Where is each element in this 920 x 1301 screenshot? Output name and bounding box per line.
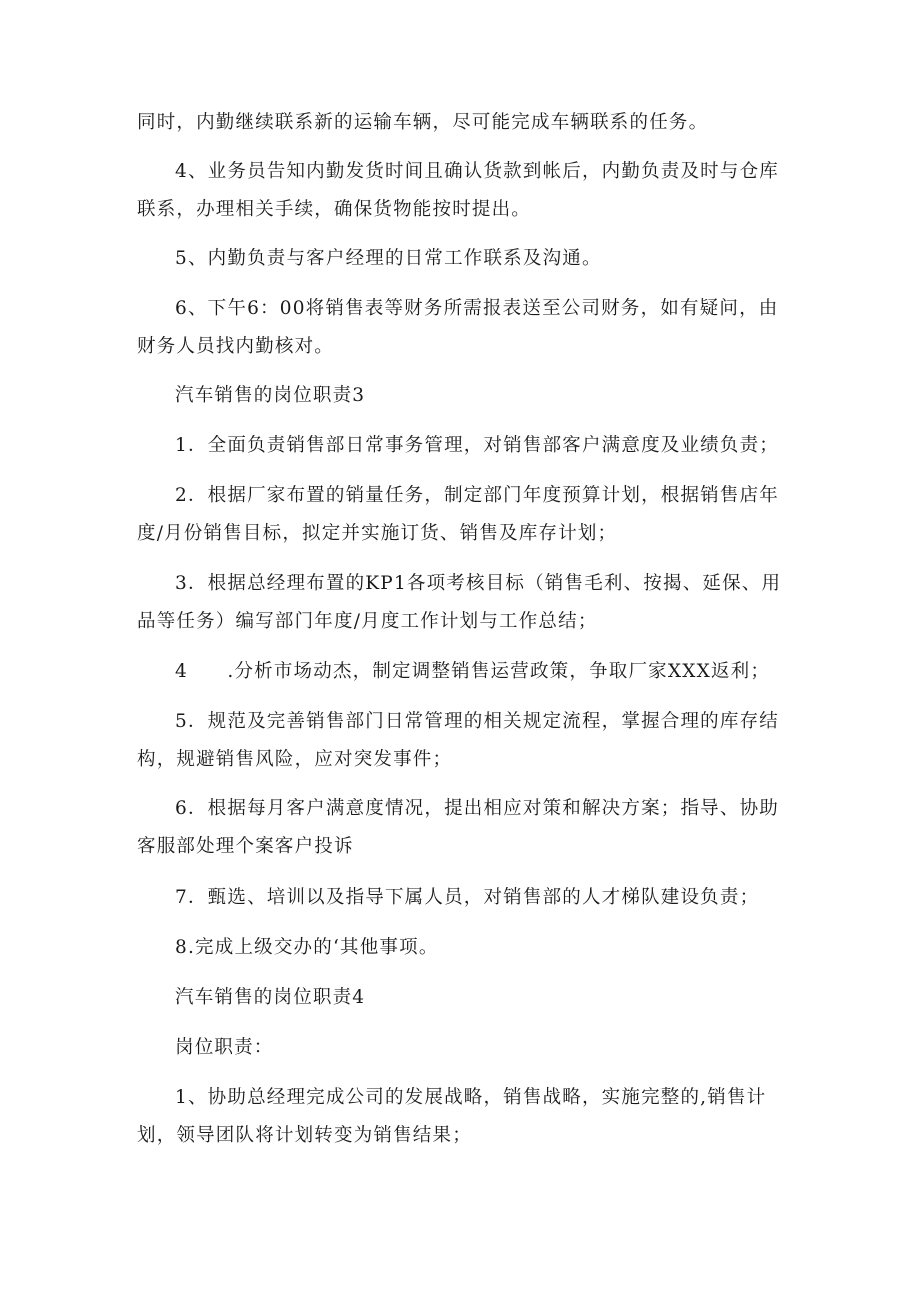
paragraph — [137, 427, 792, 465]
text-line: 岗位职责： — [175, 1037, 274, 1058]
text-line: 2．根据厂家布置的销量任务，制定部门年度预算计划，根据销售店年 — [175, 485, 779, 506]
text-line: 1．全面负责销售部日常事务管理，对销售部客户满意度及业绩负责； — [175, 435, 779, 456]
text-line: 7．甄选、培训以及指导下属人员，对销售部的人才梯队建设负责； — [175, 887, 760, 908]
paragraph — [137, 240, 792, 278]
text-line: 5．规范及完善销售部门日常管理的相关规定流程，掌握合理的库存结 — [175, 711, 779, 732]
text-line: 4 .分析市场动杰，制定调整销售运营政策，争取厂家XXX返利； — [175, 661, 771, 682]
section-heading — [137, 377, 792, 415]
text-line: 1、协助总经理完成公司的发展战略，销售战略，实施完整的,销售计 — [175, 1087, 767, 1108]
text-line: 8.完成上级交办的‘其他事项。 — [175, 937, 439, 958]
paragraph — [137, 1079, 792, 1155]
text-line: 划，领导团队将计划转变为销售结果； — [137, 1125, 472, 1146]
text-line: 财务人员找内勤核对。 — [137, 336, 335, 357]
paragraph — [137, 1029, 792, 1067]
text-line: 6、下午6：00将销售表等财务所需报表送至公司财务，如有疑问，由 — [175, 298, 779, 319]
paragraph — [137, 790, 792, 866]
paragraph — [137, 104, 792, 142]
text-line: 同时，内勤继续联系新的运输车辆，尽可能完成车辆联系的任务。 — [137, 112, 709, 133]
section-heading — [137, 979, 792, 1017]
paragraph — [137, 703, 792, 779]
text-line: 6．根据每月客户满意度情况，提出相应对策和解决方案；指导、协助 — [175, 798, 779, 819]
paragraph — [137, 290, 792, 366]
text-line: 构，规避销售风险，应对突发事件； — [137, 749, 453, 770]
paragraph — [137, 565, 792, 641]
heading-line: 汽车销售的岗位职责4 — [175, 987, 366, 1008]
paragraph — [137, 653, 792, 691]
text-line: 联系，办理相关手续，确保货物能按时提出。 — [137, 199, 532, 220]
paragraph — [137, 477, 792, 553]
paragraph — [137, 929, 792, 967]
text-line: 3．根据总经理布置的KP1各项考核目标（销售毛利、按揭、延保、用 — [175, 573, 782, 594]
paragraph — [137, 153, 792, 229]
text-line: 度/月份销售目标，拟定并实施订货、销售及库存计划； — [137, 523, 618, 544]
text-line: 5、内勤负责与客户经理的日常工作联系及沟通。 — [175, 248, 602, 269]
text-line: 4、业务员告知内勤发货时间且确认货款到帐后，内勤负责及时与仓库 — [175, 161, 779, 182]
paragraph — [137, 879, 792, 917]
text-line: 品等任务）编写部门年度/月度工作计划与工作总结； — [137, 611, 598, 632]
heading-line: 汽车销售的岗位职责3 — [175, 385, 366, 406]
text-line: 客服部处理个案客户投诉 — [137, 836, 354, 857]
